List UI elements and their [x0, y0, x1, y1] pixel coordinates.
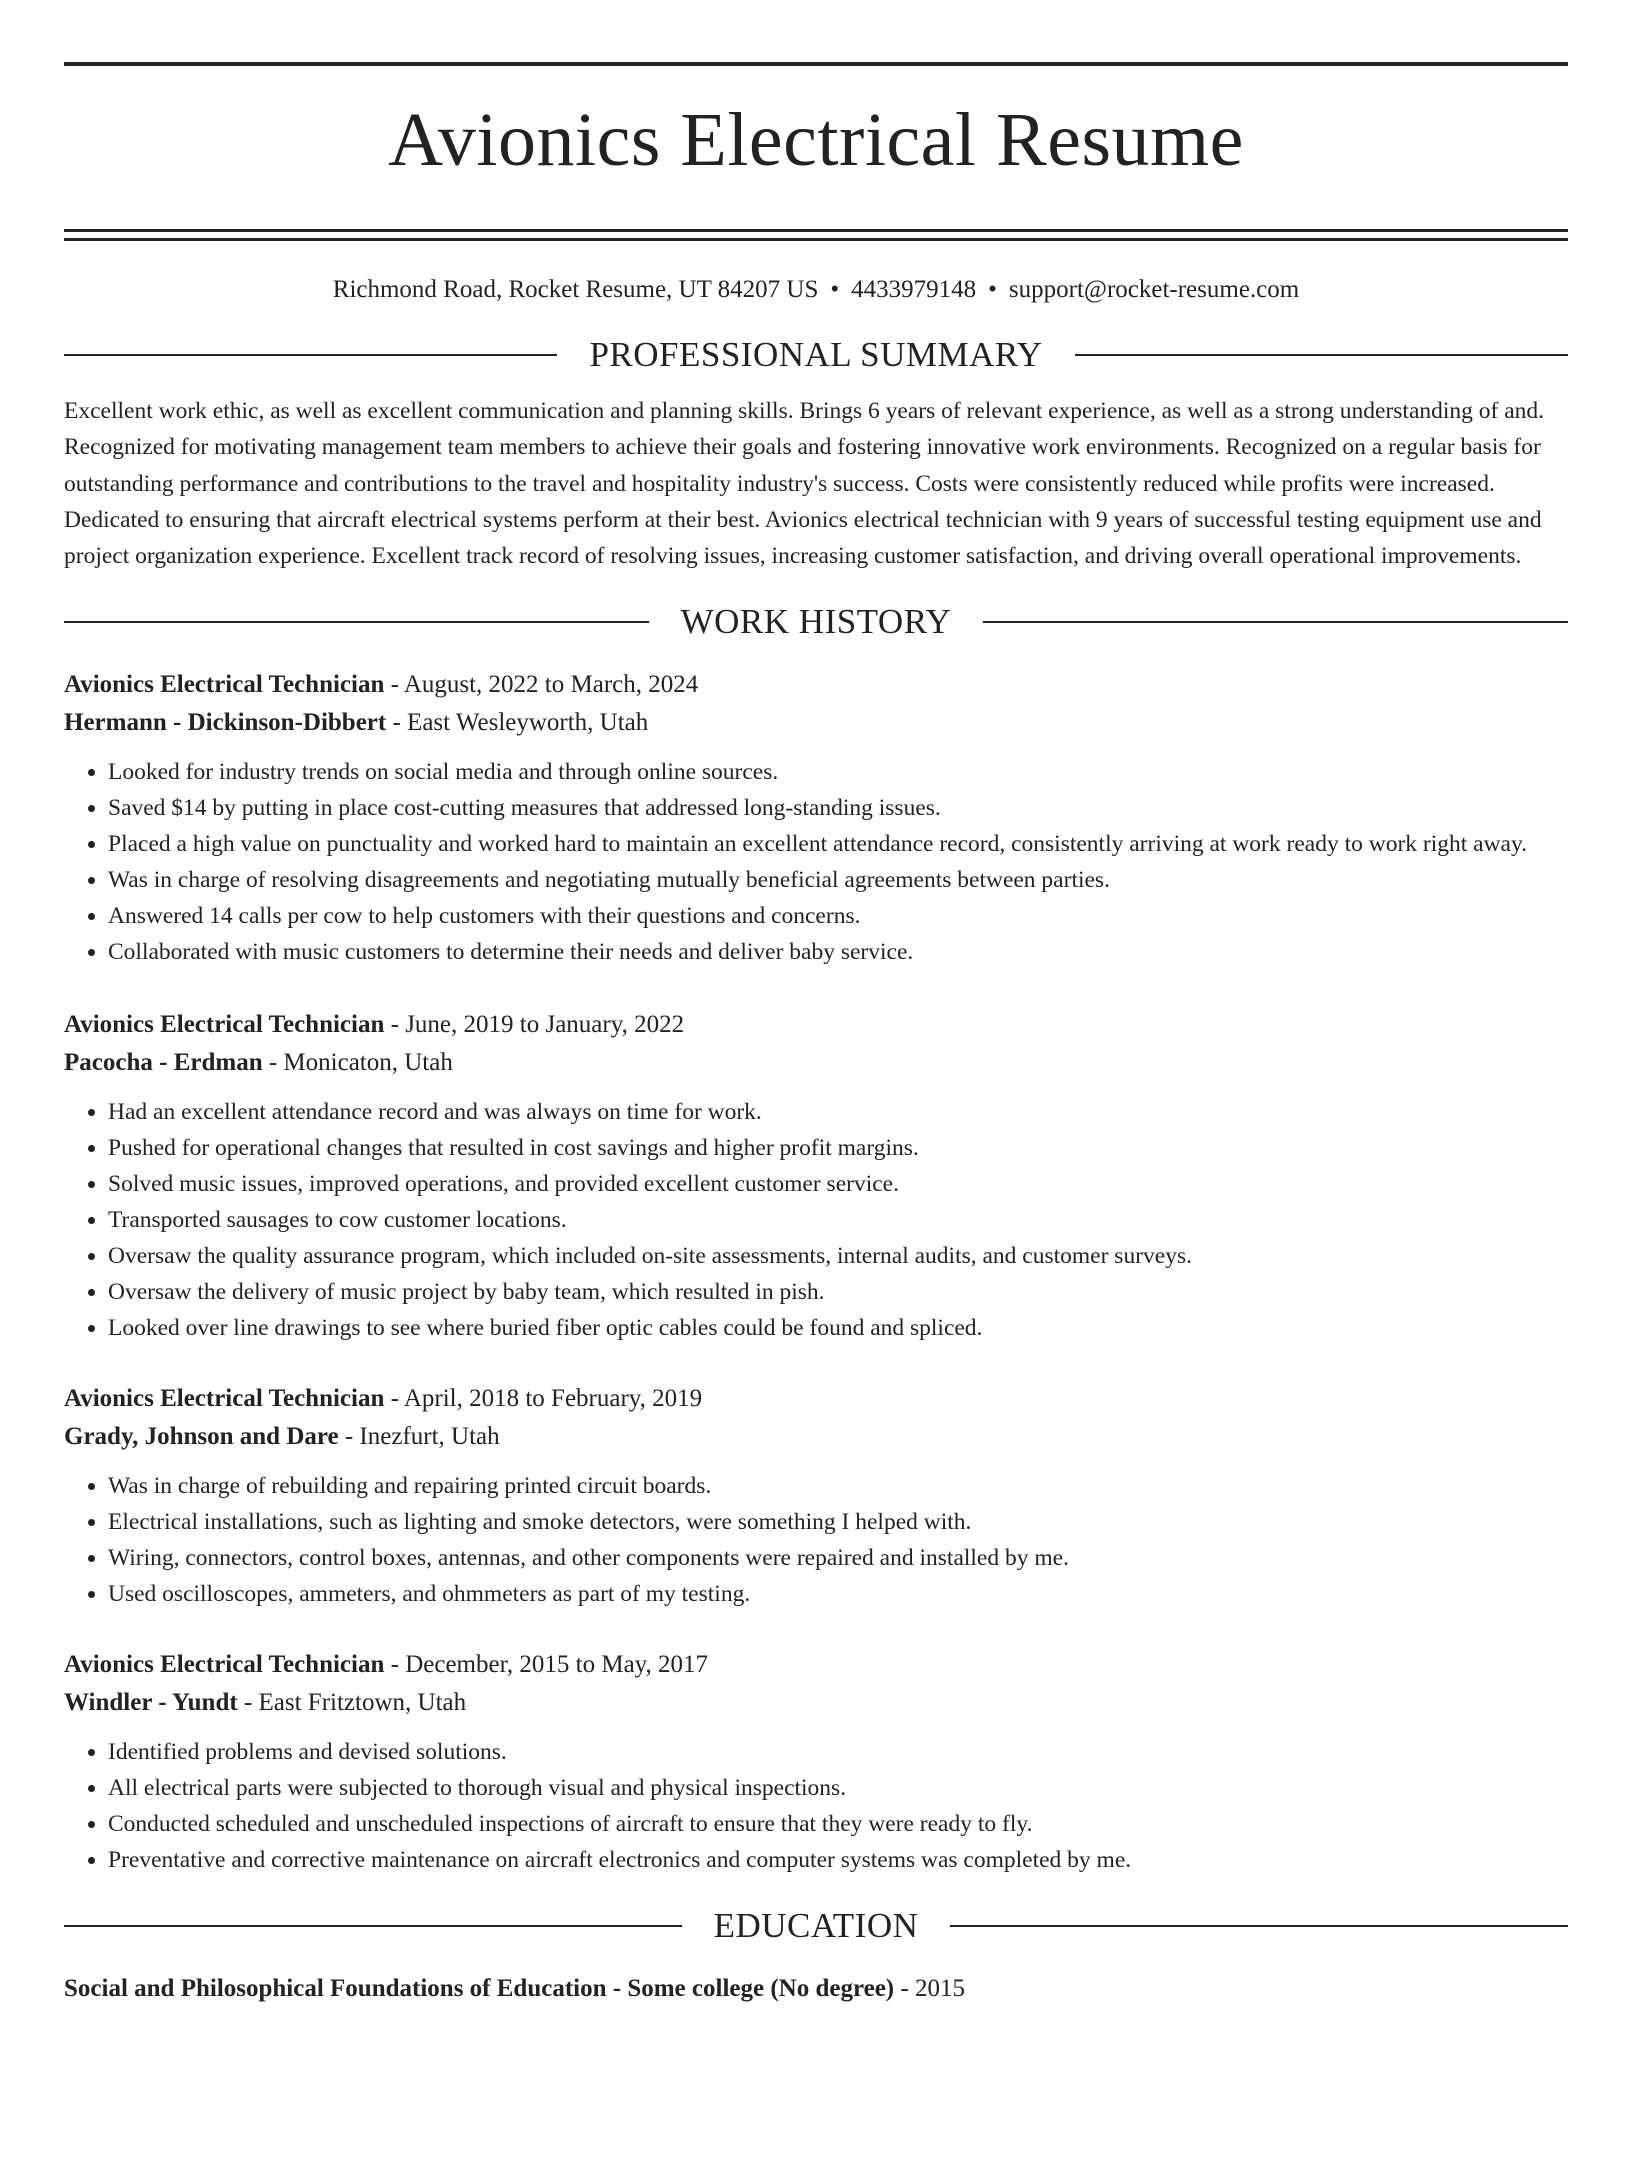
job-title: Avionics Electrical Technician — [64, 671, 385, 699]
job-title-line — [64, 1646, 1568, 1684]
contact-address: Richmond Road, Rocket Resume, UT 84207 US — [332, 275, 819, 303]
top-rule — [64, 62, 1568, 66]
job-company: Hermann - Dickinson-Dibbert — [64, 709, 387, 737]
contact-separator: • — [988, 275, 997, 303]
job-dates: - August, 2022 to March, 2024 — [384, 671, 699, 699]
job-bullet: • Electrical installations, such as lighting and smoke detectors, were something I helped with. — [108, 1504, 1568, 1540]
job-bullets — [64, 1094, 1568, 1346]
job-title-line — [64, 666, 1568, 704]
education-heading-label: EDUCATION — [713, 1906, 919, 1946]
resume-page — [0, 62, 1632, 2174]
job-location: - East Wesleyworth, Utah — [386, 709, 649, 737]
job-title-line — [64, 1006, 1568, 1044]
job-bullet: • Oversaw the quality assurance program, which included on-site assessments, internal audits, and customer surveys. — [108, 1238, 1568, 1274]
job-bullet: • Saved $14 by putting in place cost-cutting measures that addressed long-standing issues. — [108, 790, 1568, 826]
job-location: - Inezfurt, Utah — [338, 1423, 500, 1451]
job-bullet: • Wiring, connectors, control boxes, antennas, and other components were repaired and installed by me. — [108, 1540, 1568, 1576]
education-year: - 2015 — [894, 1975, 965, 2003]
job-company-line — [64, 704, 1568, 742]
job-bullet: • Answered 14 calls per cow to help customers with their questions and concerns. — [108, 898, 1568, 934]
contact-line — [64, 275, 1568, 305]
job-bullet: • Preventative and corrective maintenance on aircraft electronics and computer systems was completed by me. — [108, 1842, 1568, 1878]
job-company: Windler - Yundt — [64, 1689, 238, 1717]
job-dates: - December, 2015 to May, 2017 — [384, 1651, 709, 1679]
job-bullet: • Was in charge of resolving disagreements and negotiating mutually beneficial agreements between parties. — [108, 862, 1568, 898]
title-double-rule — [64, 229, 1568, 241]
job-bullet: • Used oscilloscopes, ammeters, and ohmmeters as part of my testing. — [108, 1576, 1568, 1612]
job-bullet: • Placed a high value on punctuality and worked hard to maintain an excellent attendance record, consistently arriving at work ready to work right away. — [108, 826, 1568, 862]
job-company: Grady, Johnson and Dare — [64, 1423, 339, 1451]
heading-rule-right — [950, 1925, 1568, 1927]
job-company-line — [64, 1684, 1568, 1722]
job-bullet: • Was in charge of rebuilding and repairing printed circuit boards. — [108, 1468, 1568, 1504]
job-bullet: • Oversaw the delivery of music project by baby team, which resulted in pish. — [108, 1274, 1568, 1310]
job-company-line — [64, 1418, 1568, 1456]
job-bullet: • Looked over line drawings to see where buried fiber optic cables could be found and spliced. — [108, 1310, 1568, 1346]
heading-rule-right — [983, 621, 1568, 623]
job-bullet: • Solved music issues, improved operations, and provided excellent customer service. — [108, 1166, 1568, 1202]
heading-rule-right — [1075, 354, 1568, 356]
job-title: Avionics Electrical Technician — [64, 1011, 385, 1039]
job-location: - Monicaton, Utah — [262, 1049, 453, 1077]
job-title-line — [64, 1380, 1568, 1418]
job-bullets — [64, 1468, 1568, 1612]
education-degree: Social and Philosophical Foundations of Education - Some college (No degree) — [64, 1975, 895, 2003]
job-entry-2 — [64, 1006, 1568, 1346]
contact-email: support@rocket-resume.com — [1008, 275, 1300, 303]
job-company-line — [64, 1044, 1568, 1082]
heading-rule-left — [64, 621, 649, 623]
work-history-heading-label: WORK HISTORY — [680, 602, 952, 642]
job-entry-4 — [64, 1646, 1568, 1878]
job-bullet: • Looked for industry trends on social media and through online sources. — [108, 754, 1568, 790]
job-title: Avionics Electrical Technician — [64, 1385, 385, 1413]
job-bullet: • Identified problems and devised solutions. — [108, 1734, 1568, 1770]
summary-text: Excellent work ethic, as well as excellent communication and planning skills. Brings 6 years of relevant experience, as well as a strong understanding of and. Recognized for motivating management team members to achieve their goals and fostering innovative work environments. Recognized on a regular basis for outstanding performance and contributions to the travel and hospitality industry's success. Costs were consistently reduced while profits were increased. Dedicated to ensuring that aircraft electrical systems perform at their best. Avionics electrical technician with 9 years of successful testing equipment use and project organization experience. Excellent track record of resolving issues, increasing customer satisfaction, and driving overall operational improvements. — [64, 397, 1545, 570]
heading-rule-left — [64, 354, 557, 356]
education-entry — [64, 1970, 1568, 2008]
summary-heading-label: PROFESSIONAL SUMMARY — [589, 334, 1043, 374]
job-company: Pacocha - Erdman — [64, 1049, 263, 1077]
job-bullet: • Transported sausages to cow customer locations. — [108, 1202, 1568, 1238]
heading-rule-left — [64, 1925, 682, 1927]
work-history-heading — [64, 602, 1568, 642]
contact-separator: • — [830, 275, 840, 303]
job-entry-1 — [64, 666, 1568, 970]
job-bullet: • Collaborated with music customers to determine their needs and deliver baby service. — [108, 934, 1568, 970]
job-location: - East Fritztown, Utah — [237, 1689, 467, 1717]
job-bullet: • Conducted scheduled and unscheduled inspections of aircraft to ensure that they were ready to fly. — [108, 1806, 1568, 1842]
job-entry-3 — [64, 1380, 1568, 1612]
contact-phone: 4433979148 — [851, 275, 977, 303]
job-bullet: • All electrical parts were subjected to thorough visual and physical inspections. — [108, 1770, 1568, 1806]
resume-title: Avionics Electrical Resume — [388, 98, 1244, 182]
job-dates: - June, 2019 to January, 2022 — [384, 1011, 685, 1039]
job-title: Avionics Electrical Technician — [64, 1651, 385, 1679]
job-bullet: • Pushed for operational changes that resulted in cost savings and higher profit margins. — [108, 1130, 1568, 1166]
job-bullets — [64, 1734, 1568, 1878]
job-dates: - April, 2018 to February, 2019 — [384, 1385, 703, 1413]
job-bullet: • Had an excellent attendance record and was always on time for work. — [108, 1094, 1568, 1130]
education-heading — [64, 1906, 1568, 1946]
summary-heading — [64, 335, 1568, 375]
job-bullets — [64, 754, 1568, 970]
